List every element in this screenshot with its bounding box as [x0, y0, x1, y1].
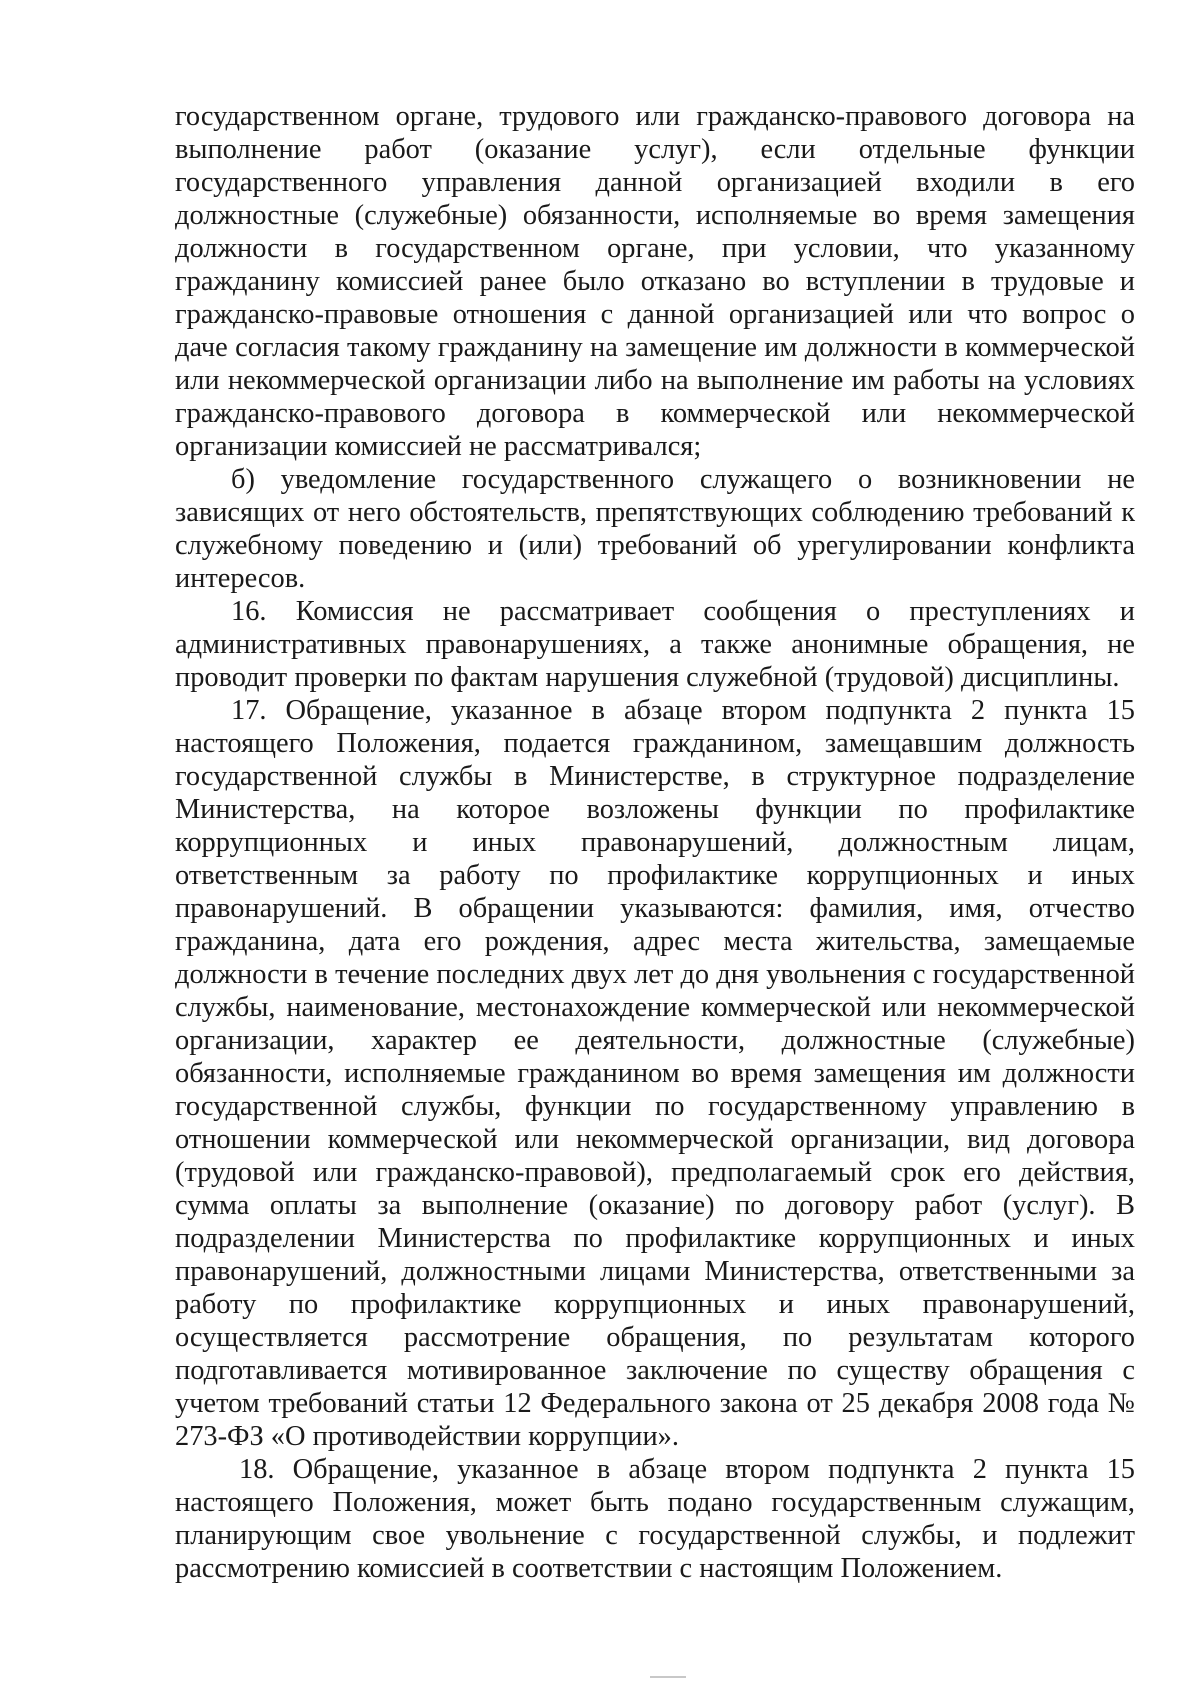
- paragraph-16: 16. Комиссия не рассматривает сообщения о преступлениях и административных правонарушениях, а также анонимные обращения, не проводит проверки по фактам нарушения служебной (трудовой) дисциплины.: [175, 596, 1135, 693]
- paragraph-continuation: государственном органе, трудового или гражданско-правового договора на выполнение работ (оказание услуг), если отдельные функции государственного управления данной организацией входили в его должностные (служебные) обязанности, исполняемые во время замещения должности в государственном органе, при условии, что указанному гражданину комиссией ранее было отказано во вступлении в трудовые и гражданско-правовые отношения с данной организацией или что вопрос о даче согласия такому гражданину на замещение им должности в коммерческой или некоммерческой организации либо на выполнение им работы на условиях гражданско-правового договора в коммерческой или некоммерческой организации комиссией не рассматривался;: [175, 101, 1135, 462]
- document-body: [175, 100, 1135, 1585]
- paragraph-item-b: б) уведомление государственного служащего о возникновении не зависящих от него обстоятельств, препятствующих соблюдению требований к служебному поведению и (или) требований об урегулировании конфликта интересов.: [175, 464, 1135, 594]
- paragraph-18: 18. Обращение, указанное в абзаце втором подпункта 2 пункта 15 настоящего Положения, может быть подано государственным служащим, планирующим свое увольнение с государственной службы, и подлежит рассмотрению комиссией в соответствии с настоящим Положением.: [175, 1454, 1135, 1584]
- page-number-mark: [650, 1676, 686, 1683]
- paragraph-17: 17. Обращение, указанное в абзаце втором подпункта 2 пункта 15 настоящего Положения, подается гражданином, замещавшим должность государственной службы в Министерстве, в структурное подразделение Министерства, на которое возложены функции по профилактике коррупционных и иных правонарушений, должностным лицам, ответственным за работу по профилактике коррупционных и иных правонарушений. В обращении указываются: фамилия, имя, отчество гражданина, дата его рождения, адрес места жительства, замещаемые должности в течение последних двух лет до дня увольнения с государственной службы, наименование, местонахождение коммерческой или некоммерческой организации, характер ее деятельности, должностные (служебные) обязанности, исполняемые гражданином во время замещения им должности государственной службы, функции по государственному управлению в отношении коммерческой или некоммерческой организации, вид договора (трудовой или гражданско-правовой), предполагаемый срок его действия, сумма оплаты за выполнение (оказание) по договору работ (услуг). В подразделении Министерства по профилактике коррупционных и иных правонарушений, должностными лицами Министерства, ответственными за работу по профилактике коррупционных и иных правонарушений, осуществляется рассмотрение обращения, по результатам которого подготавливается мотивированное заключение по существу обращения с учетом требований статьи 12 Федерального закона от 25 декабря 2008 года № 273-ФЗ «О противодействии коррупции».: [175, 695, 1135, 1452]
